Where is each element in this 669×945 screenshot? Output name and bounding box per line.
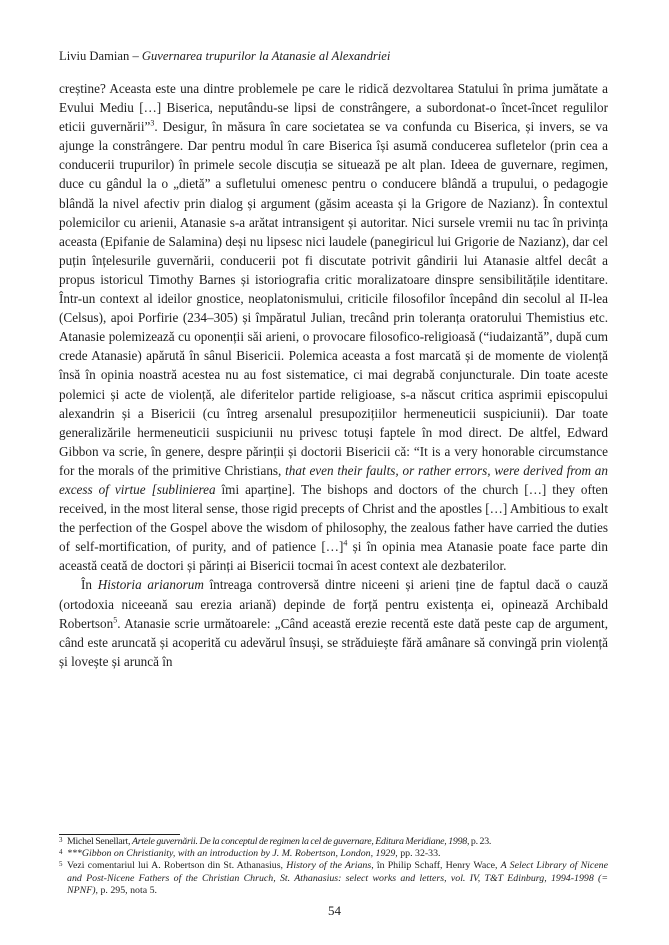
paragraph-text: creștine? Aceasta este una dintre problemele pe care le ridică dezvoltarea Statului în prima jumătate a Evului Mediu […] Biserica, neputându-se lipsi de constrângere, a subordonat-o încet-încet regulilor eticii guvernării” <box>59 81 608 135</box>
footnote-title: History of the Arians <box>286 860 372 872</box>
footnote-title: A Select Library of Nicene and Post-Nicene Fathers of the Christian Chruch, St. Athanasius: select works and letters, vol. IV, T&T Edinburg, 1994-1998 (= NPNF) <box>67 860 608 896</box>
paragraph-text: și în opinia mea Atanasie poate face parte din această ceată de doctori și părinți ai Bisericii tocmai în acest context ale dezbaterilor. <box>59 539 608 574</box>
paragraph-text: În <box>81 577 98 593</box>
running-header <box>59 48 609 64</box>
paragraph <box>59 575 608 670</box>
footnote-text: , p. 295, nota 5. <box>95 884 157 896</box>
footnote-reference: 4 <box>343 538 348 548</box>
paragraph-text: . Desigur, în măsura în care societatea se va confunda cu Biserica, și invers, se va ajunge la constrângere. Dar pentru modul în care Biserica își asumă conducerea sufletelor (prin cea a conducerii trupurilor) în primele secole discuția se situează pe alt plan. Ideea de guvernare, regimen, duce cu gândul la o „dietă” a sufletului omenesc pentru o conducere blândă a trupului, o pedagogie blândă la nivel afectiv prin dialog și argument (găsim aceasta și la Grigore de Nazianz). În contextul polemicilor cu arienii, Atanasie s-a arătat intransigent și autoritar. Nici sursele vremii nu tac în privința aceasta (Epifanie de Salamina) deși nu lipsesc nici laudele (panegiricul lui Grigorie de Nazianz), dar cel puțin înțelesurile guvernării, conducerii pot fi discutate potrivit gândirii lui Atanasie altfel decât a propus istoricul Timothy Barnes și istoriografia critic moralizatoare dinspre sensibilitățile identitare. Într-un context al ideilor gnostice, neoplatonismului, criticile filosofilor începând din secolul al II-lea (Celsus), apoi Porfirie (234–305) și împăratul Julian, trecând prin toleranța oratorului Themistius etc. Atanasie polemizează cu oponenții săi arieni, o provocare filosofico-religioasă (“iudaizantă”, după cum crede Atanasie) apărută în sânul Bisericii. Polemica aceasta a fost marcată și de momente de violență însă în opinia noastră acestea nu au fost sistematice, ci mai degrabă conjuncturale. Din toate aceste polemici și acte de violență, ale diferitelor partide religioase, s-a născut critica asprimii episcopului alexandrin și a Bisericii (cu întreg arsenalul presupozițiilor hermeneuticii suspiciunii). Dar toate generalizările hermeneuticii suspiciunii nu privesc totuși faptele în mod direct. De altfel, Edward Gibbon va scrie, în genere, despre părinții și doctorii Bisericii că: “It is a very honorable circumstance for the morals of the primitive Christians, <box>59 119 608 478</box>
footnote-text: , în Philip Schaff, Henry Wace, <box>371 860 501 872</box>
footnote-mark: 4 <box>59 848 63 857</box>
footnote-text: , pp. 32-33. <box>395 848 441 860</box>
footnote-reference: 5 <box>113 615 118 625</box>
footnote <box>59 860 608 897</box>
header-author: Liviu Damian <box>59 49 130 63</box>
header-title: Guvernarea trupurilor la Atanasie al Alexandriei <box>141 49 391 63</box>
footnote <box>59 836 608 848</box>
paragraph-text: întreaga controversă dintre niceeni și arieni ține de faptul dacă o cauză (ortodoxia niceeană sau erezia ariană) depinde de forță pentru existența ei, opinează Archibald Robertson <box>59 577 608 631</box>
footnote-text: Michel Senellart, <box>67 836 132 847</box>
body-text <box>59 79 608 671</box>
paragraph-text: îmi aparține]. The bishops and doctors of the church […] they often received, in the most literal sense, those rigid precepts of Christ and the apostles […] Ambitious to exalt the perfection of the Gospel above the wisdom of philosophy, the zealous father have carried the duties of self-mortification, of purity, and of patience […] <box>59 481 608 555</box>
footnote-text: , p. 23. <box>466 836 492 847</box>
footnote-text: Vezi comentariul lui A. Robertson din St. Athanasius, <box>67 860 287 872</box>
work-title-italic: Historia arianorum <box>97 577 204 593</box>
header-separator: – <box>129 49 142 63</box>
footnote-reference: 3 <box>150 118 155 128</box>
paragraph-text: . Atanasie scrie următoarele: „Când această erezie recentă este dată peste cap de argument, când este aruncată și acoperită cu adevărul însuși, se străduiește fără amânare să convingă prin violență și lovește și aruncă în <box>59 615 608 669</box>
footnote-title: Artele guvernării. De la conceptul de regimen la cel de guvernare, Editura Meridiane, 1998 <box>131 836 467 847</box>
footnotes <box>59 836 608 897</box>
footnote-mark: 3 <box>59 836 63 844</box>
footnote-separator <box>59 834 180 835</box>
footnote <box>59 848 608 860</box>
paragraph <box>59 79 608 575</box>
footnote-mark: 5 <box>59 860 63 869</box>
quote-italic: that even their faults, or rather errors, were derived from an excess of virtue [sublinierea <box>59 462 608 497</box>
footnote-title: ***Gibbon on Christianity, with an introduction by J. M. Robertson, London, 1929 <box>67 848 396 860</box>
page-number: 54 <box>328 903 341 918</box>
